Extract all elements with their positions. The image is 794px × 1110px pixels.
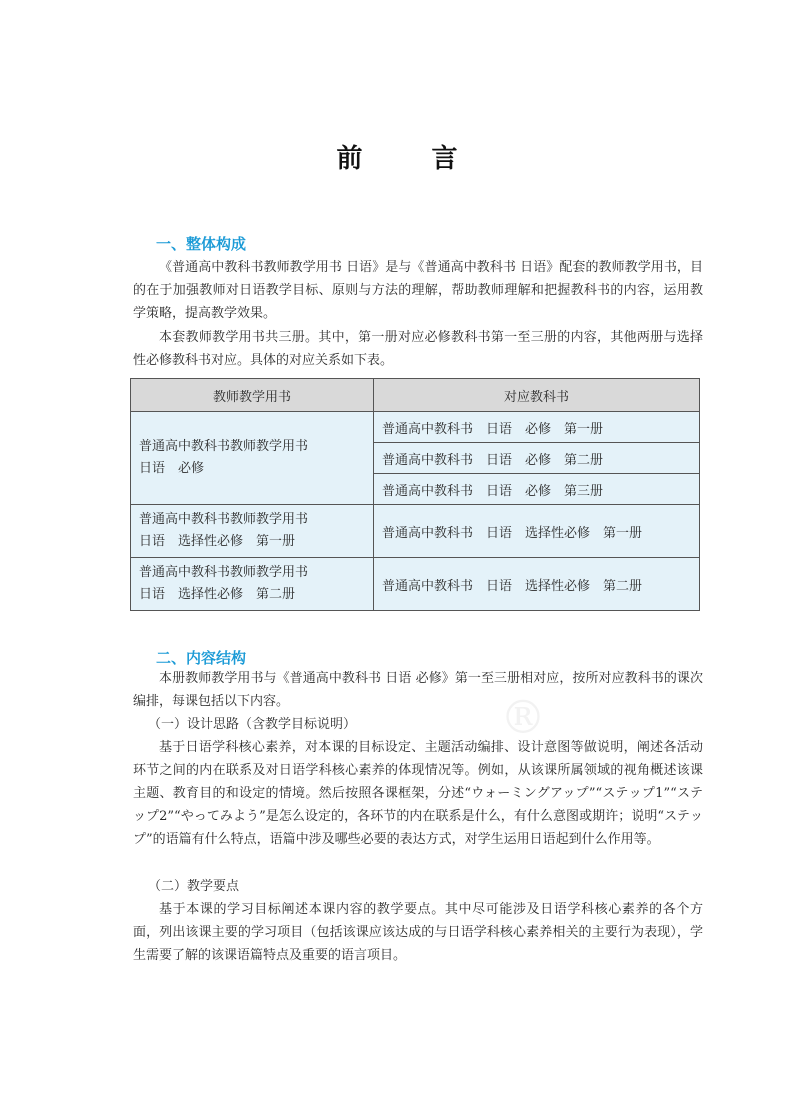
table-row <box>131 558 700 611</box>
table-cell-textbook: 普通高中教科书 日语 选择性必修 第二册 <box>374 558 700 611</box>
page-title: 前 言 <box>336 144 488 174</box>
table-row <box>131 505 700 558</box>
section-heading-content: 二、内容结构 <box>156 649 247 667</box>
paragraph: 基于本课的学习目标阐述本课内容的教学要点。其中尽可能涉及日语学科核心素养的各个方面，列出该课主要的学习项目（包括该课应该达成的与日语学科核心素养相关的主要行为表现），学生需要了解的该课语篇特点及重要的语言项目。 <box>133 902 703 963</box>
cell-line: 日语 选择性必修 第二册 <box>139 587 296 602</box>
cell-line: 日语 必修 <box>139 461 205 476</box>
table-cell-teacher-book <box>131 558 374 611</box>
table-cell-teacher-book <box>131 412 374 505</box>
table-cell-textbook: 普通高中教科书 日语 必修 第二册 <box>374 443 700 474</box>
table-cell-textbook: 普通高中教科书 日语 必修 第三册 <box>374 474 700 505</box>
table-cell-teacher-book <box>131 505 374 558</box>
paragraph: 《普通高中教科书教师教学用书 日语》是与《普通高中教科书 日语》配套的教师教学用书，目的在于加强教师对日语教学目标、原则与方法的理解，帮助教师理解和把握教科书的内容，运用教学策略，提高教学效果。 <box>133 260 703 321</box>
watermark-logo: ® <box>500 690 546 744</box>
cell-line: 普通高中教科书教师教学用书 <box>139 439 309 454</box>
cell-line: 日语 选择性必修 第一册 <box>139 534 296 549</box>
table-header-row <box>131 379 700 412</box>
table-header-cell: 对应教科书 <box>374 379 700 412</box>
table-row <box>131 412 700 443</box>
paragraph: 本套教师教学用书共三册。其中，第一册对应必修教科书第一至三册的内容，其他两册与选择性必修教科书对应。具体的对应关系如下表。 <box>133 330 703 368</box>
correspondence-table <box>130 378 700 611</box>
paragraph: 基于日语学科核心素养，对本课的目标设定、主题活动编排、设计意图等做说明，阐述各活动环节之间的内在联系及对日语学科核心素养的体现情况等。例如，从该课所属领域的视角概述该课主题、教育目的和设定的情境。然后按照各课框架，分述“ウォーミングアップ”“ステップ1”“ステップ2”“やってみよう”是怎么设定的，各环节的内在联系是什么，有什么意图或期许；说明“ステップ”的语篇有什么特点，语篇中涉及哪些必要的表达方式，对学生运用日语起到什么作用等。 <box>133 740 703 847</box>
section-heading-overall: 一、整体构成 <box>156 235 247 253</box>
table-header-cell: 教师教学用书 <box>131 379 374 412</box>
paragraph: 本册教师教学用书与《普通高中教科书 日语 必修》第一至三册相对应，按所对应教科书的课次编排，每课包括以下内容。 <box>133 671 703 709</box>
table-cell-textbook: 普通高中教科书 日语 选择性必修 第一册 <box>374 505 700 558</box>
cell-line: 普通高中教科书教师教学用书 <box>139 512 309 527</box>
table-cell-textbook: 普通高中教科书 日语 必修 第一册 <box>374 412 700 443</box>
sub-heading-design: （一）设计思路（含教学目标说明） <box>148 717 357 732</box>
sub-heading-key-points: （二）教学要点 <box>148 879 240 894</box>
cell-line: 普通高中教科书教师教学用书 <box>139 565 309 580</box>
